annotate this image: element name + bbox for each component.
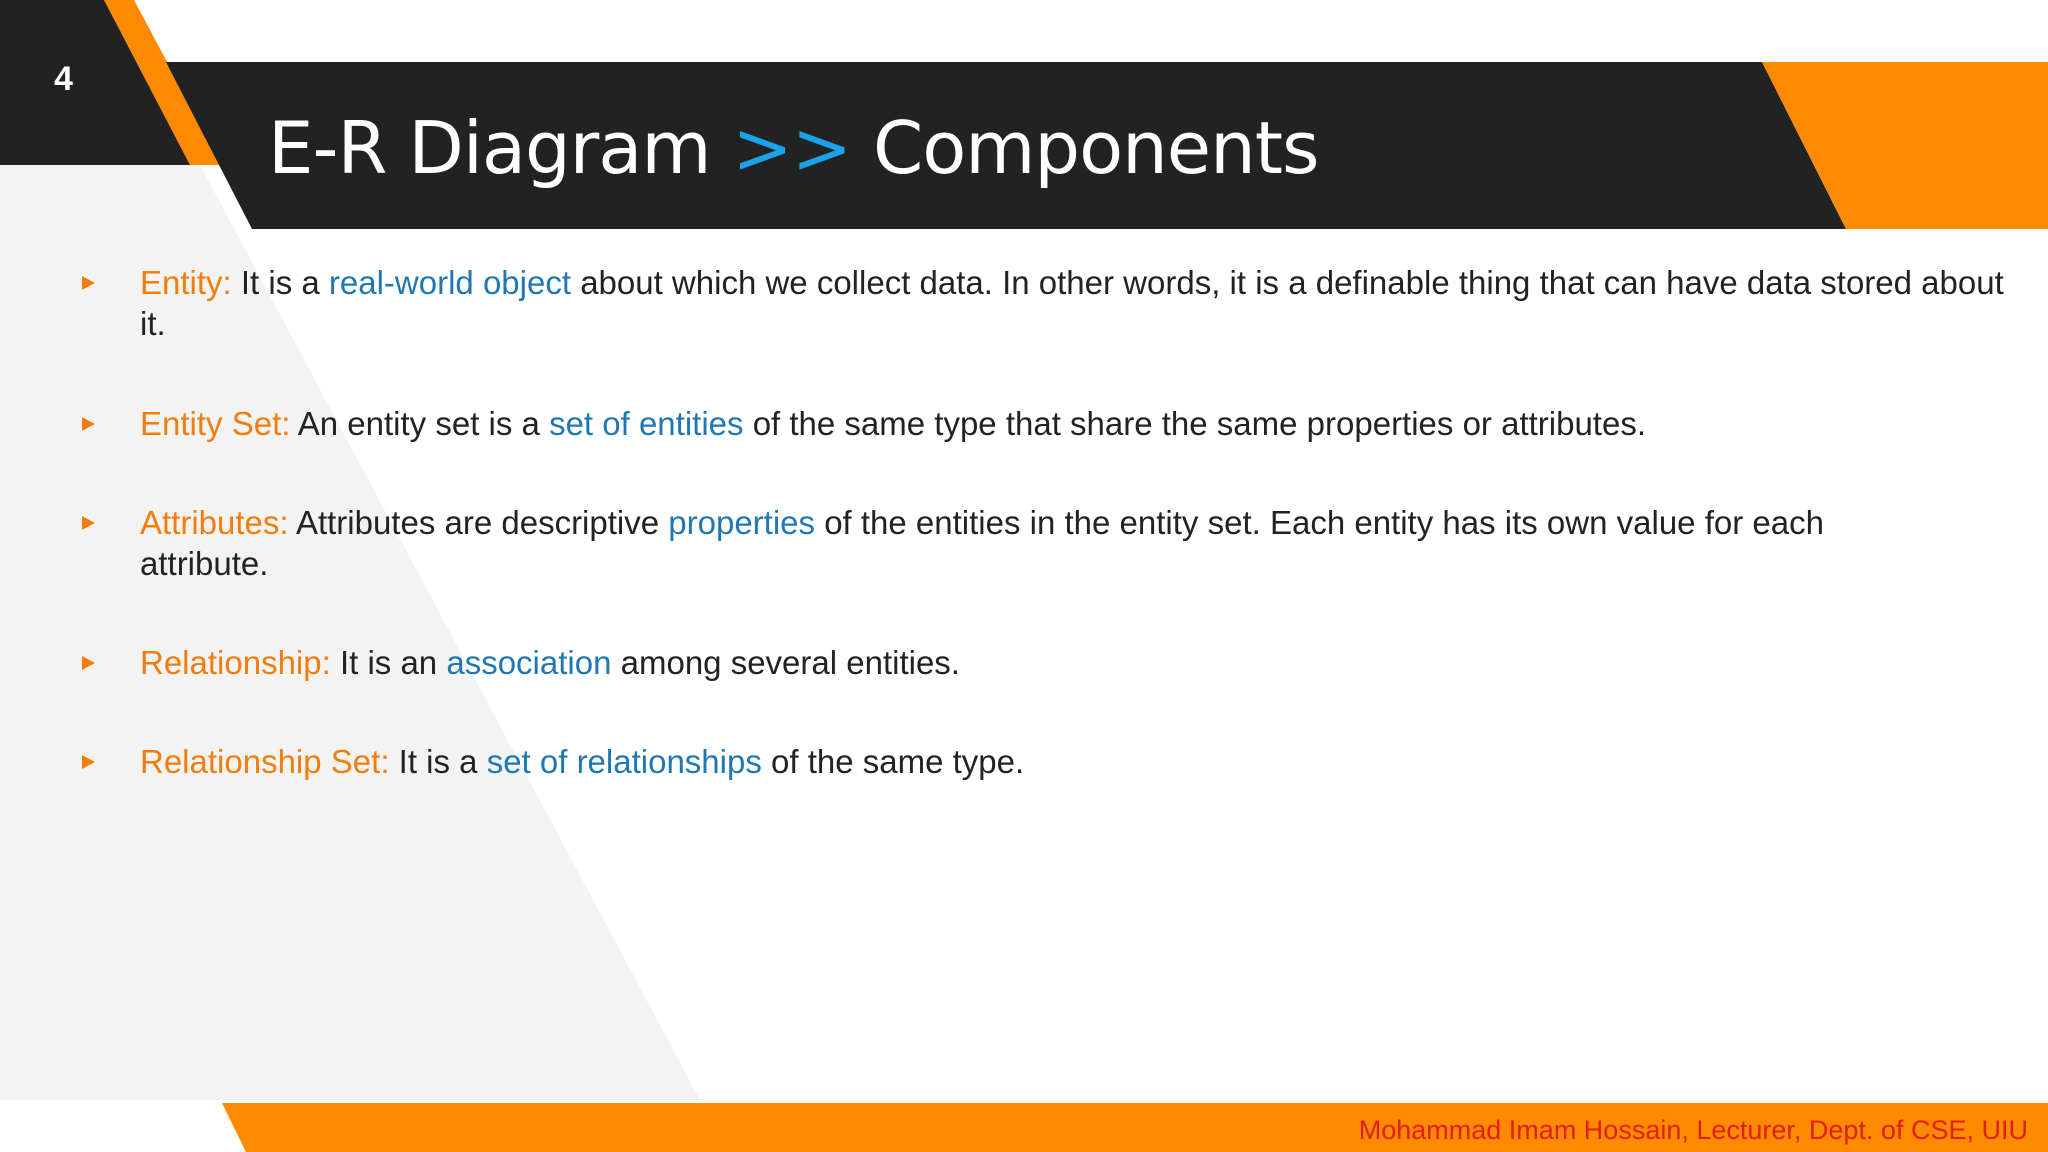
bullet-entity-set xyxy=(80,403,2010,444)
bullet-text: of the same type that share the same properties or attributes. xyxy=(752,405,1646,442)
bullet-highlight: real-world object xyxy=(328,264,572,301)
bullet-term: Entity Set: xyxy=(140,405,291,442)
bullet-arrow-icon xyxy=(82,516,95,530)
bullet-arrow-icon xyxy=(82,417,95,431)
bullet-text: It is a xyxy=(398,743,478,780)
bullet-term: Attributes: xyxy=(140,504,289,541)
title-separator: >> xyxy=(732,106,852,190)
bullet-text: of the entities in the entity set. Each entity has its own value for each attribute. xyxy=(140,504,1824,582)
bullet-text: among several entities. xyxy=(620,644,960,681)
bullet-term: Relationship Set: xyxy=(140,743,390,780)
bullet-text: It is a xyxy=(240,264,320,301)
bullet-text: about which we collect data. In other words, it is a definable thing that can have data stored about it. xyxy=(140,264,2004,342)
bullet-text: It is an xyxy=(339,644,438,681)
bullet-highlight: association xyxy=(446,644,612,681)
bullet-highlight: properties xyxy=(668,504,816,541)
bullet-arrow-icon xyxy=(82,656,95,670)
bullet-text: Attributes are descriptive xyxy=(295,504,660,541)
slide-number: 4 xyxy=(54,60,73,98)
bullet-term: Entity: xyxy=(140,264,232,301)
bullet-highlight: set of entities xyxy=(549,405,744,442)
bullet-term: Relationship: xyxy=(140,644,331,681)
bullet-attributes xyxy=(80,502,2010,584)
bullet-relationship xyxy=(80,642,2010,683)
bullet-entity xyxy=(80,262,2010,344)
bullet-arrow-icon xyxy=(82,755,95,769)
bullet-list xyxy=(80,262,2010,782)
bullet-relationship-set xyxy=(80,741,2010,782)
bullet-highlight: set of relationships xyxy=(486,743,762,780)
bullet-text: of the same type. xyxy=(771,743,1025,780)
slide-title xyxy=(268,102,1318,194)
title-main: E-R Diagram xyxy=(268,106,711,190)
bullet-text: An entity set is a xyxy=(297,405,540,442)
title-sub: Components xyxy=(872,106,1319,190)
bullet-arrow-icon xyxy=(82,276,95,290)
footer-credit: Mohammad Imam Hossain, Lecturer, Dept. of CSE, UIU xyxy=(1358,1115,2028,1145)
